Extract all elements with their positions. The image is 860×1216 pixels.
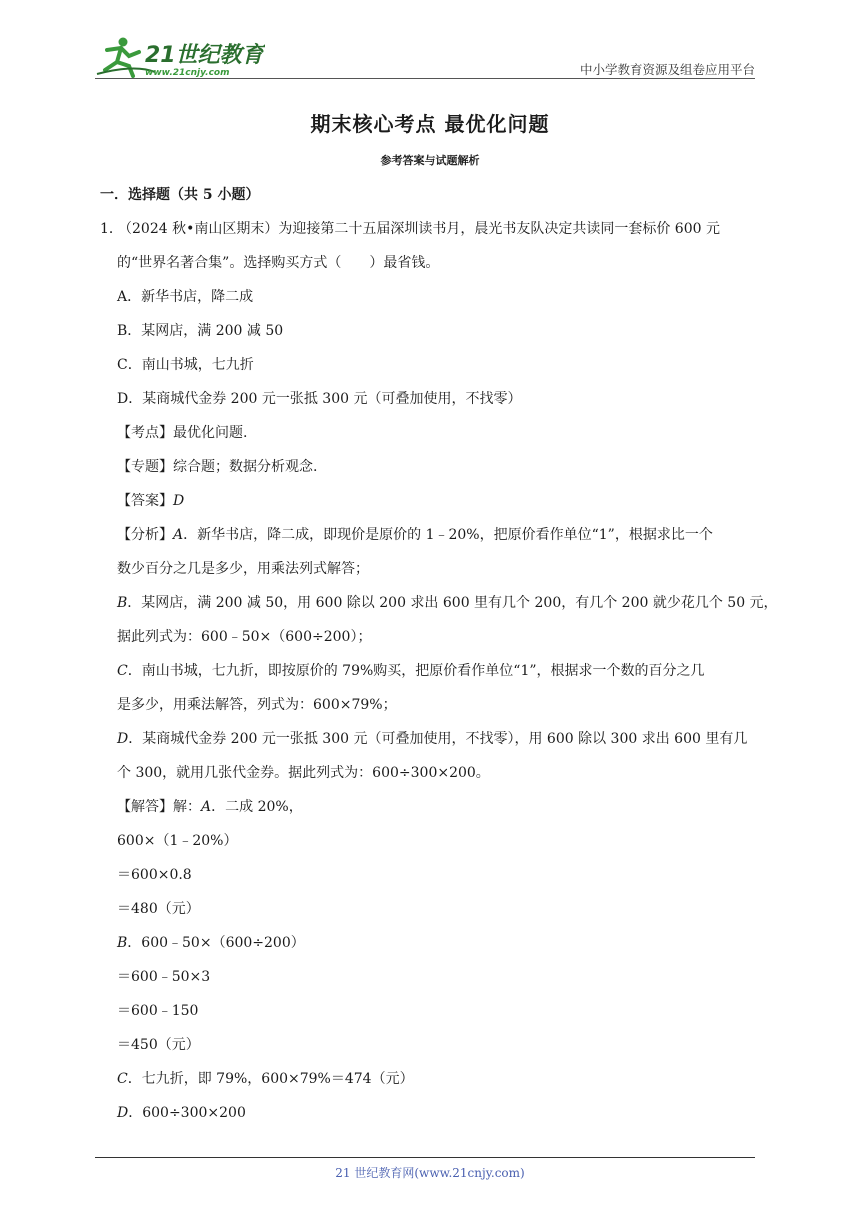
solution-step: ＝600﹣150 bbox=[117, 1003, 199, 1019]
analysis-c-line-1: C．南山书城，七九折，即按原价的 79%购买，把原价看作单位“1”，根据求一个数的百分之几 bbox=[117, 663, 705, 679]
kaodian-line: 【考点】最优化问题. bbox=[117, 425, 248, 441]
answer-line: 【答案】D bbox=[117, 493, 185, 509]
page-title: 期末核心考点 最优化问题 bbox=[310, 112, 550, 136]
solution-step: ＝450（元） bbox=[117, 1037, 200, 1053]
page-footer: 21 世纪教育网(www.21cnjy.com) bbox=[335, 1166, 525, 1180]
solution-d-line: D．600÷300×200 bbox=[117, 1105, 246, 1121]
analysis-c-line-2: 是多少，用乘法解答，列式为：600×79%； bbox=[117, 697, 397, 713]
analysis-d-line-1: D．某商城代金券 200 元一张抵 300 元（可叠加使用，不找零），用 600 除以 300 求出 600 里有几 bbox=[117, 731, 748, 747]
solution-step: 600×（1﹣20%） bbox=[117, 833, 238, 849]
analysis-a-line-2: 数少百分之几是多少，用乘法列式解答； bbox=[117, 561, 369, 577]
question-line-1: 1．（2024 秋•南山区期末）为迎接第二十五届深圳读书月，晨光书友队决定共读同一套标价 600 元 bbox=[100, 218, 760, 252]
page-header bbox=[95, 30, 755, 80]
solution-step: ＝480（元） bbox=[117, 901, 200, 917]
analysis-b-line-1: B．某网店，满 200 减 50，用 600 除以 200 求出 600 里有几个 200，有几个 200 就少花几个 50 元， bbox=[117, 595, 778, 611]
solution-step: ＝600﹣50×3 bbox=[117, 969, 211, 985]
document-body bbox=[100, 184, 778, 1136]
header-divider bbox=[95, 78, 755, 79]
option-a: A．新华书店，降二成 bbox=[117, 289, 254, 305]
analysis-b-line-2: 据此列式为：600﹣50×（600÷200）； bbox=[117, 629, 372, 645]
question-line-2: 的“世界名著合集”。选择购买方式（ ）最省钱。 bbox=[117, 255, 440, 271]
option-b: B．某网店，满 200 减 50 bbox=[117, 323, 284, 339]
solution-b-line: B．600﹣50×（600÷200） bbox=[117, 935, 305, 951]
solution-step: ＝600×0.8 bbox=[117, 867, 192, 883]
section-heading: 一．选择题（共 5 小题） bbox=[100, 187, 260, 203]
solution-a-line: 【解答】解：A．二成 20%， bbox=[117, 799, 303, 815]
svg-text:21世纪教育: 21世纪教育 bbox=[145, 43, 264, 68]
question-number: 1． bbox=[100, 221, 123, 237]
page-subtitle: 参考答案与试题解析 bbox=[380, 154, 480, 167]
site-logo bbox=[95, 34, 265, 78]
zhuanti-line: 【专题】综合题；数据分析观念. bbox=[117, 459, 318, 475]
option-c: C．南山书城，七九折 bbox=[117, 357, 254, 373]
option-d: D．某商城代金券 200 元一张抵 300 元（可叠加使用，不找零） bbox=[117, 391, 522, 407]
svg-text:www.21cnjy.com: www.21cnjy.com bbox=[145, 68, 230, 78]
header-platform-text: 中小学教育资源及组卷应用平台 bbox=[579, 62, 755, 77]
analysis-a-line-1: 【分析】A．新华书店，降二成，即现价是原价的 1﹣20%，把原价看作单位“1”，根据求比一个 bbox=[117, 527, 713, 543]
solution-c-line: C．七九折，即 79%，600×79%＝474（元） bbox=[117, 1071, 414, 1087]
footer-divider bbox=[95, 1157, 755, 1158]
analysis-d-line-2: 个 300，就用几张代金券。据此列式为：600÷300×200。 bbox=[117, 765, 490, 781]
